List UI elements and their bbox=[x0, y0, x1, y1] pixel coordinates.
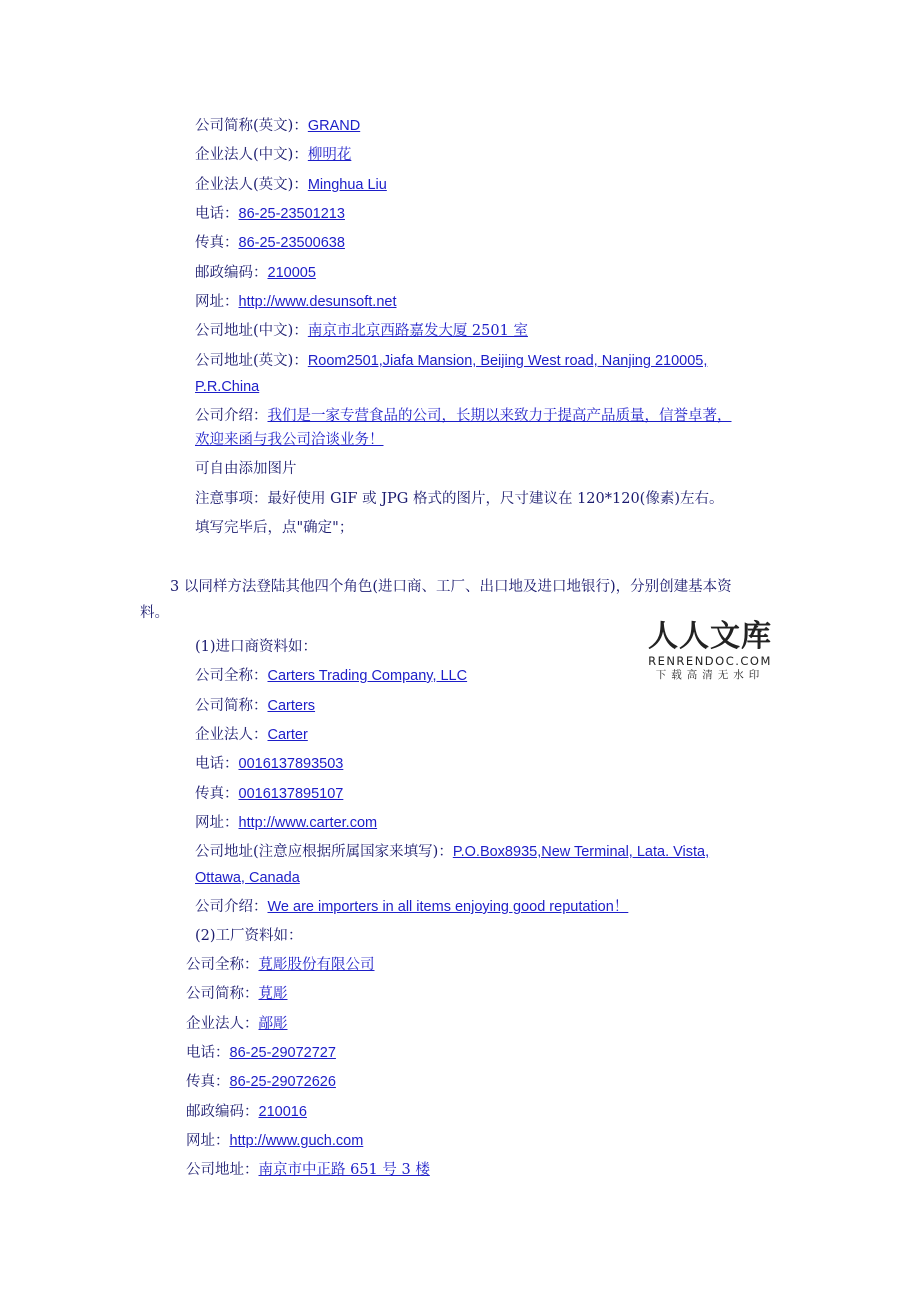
step3-line2: 料。 bbox=[140, 605, 169, 621]
field-value[interactable]: 0016137893503 bbox=[238, 756, 344, 772]
importer-intro: 公司介绍：We are importers in all items enjoying good reputation！ bbox=[195, 899, 629, 915]
field-value[interactable]: 86-25-23500638 bbox=[238, 235, 345, 251]
importer-legal-person: 企业法人：Carter bbox=[195, 727, 308, 743]
field-value[interactable]: 86-25-29072727 bbox=[229, 1045, 336, 1061]
field-value[interactable]: Carters bbox=[267, 698, 316, 714]
importer-address-cont bbox=[195, 868, 300, 888]
field-short-name-en: 公司简称(英文)：GRAND bbox=[195, 118, 361, 134]
importer-address: 公司地址(注意应根据所属国家来填写)：P.O.Box8935,New Terminal, Lata. Vista, bbox=[195, 844, 710, 860]
field-intro-cont bbox=[195, 430, 384, 450]
field-value[interactable]: 210005 bbox=[267, 265, 316, 281]
factory-fax: 传真：86-25-29072626 bbox=[186, 1074, 336, 1090]
field-intro: 公司介绍：我们是一家专营食品的公司，长期以来致力于提高产品质量，信誉卓著， bbox=[195, 408, 732, 424]
field-postcode: 邮政编码：210005 bbox=[195, 265, 316, 281]
field-legal-person-cn: 企业法人(中文)：柳明花 bbox=[195, 147, 352, 163]
field-value[interactable]: http://www.guch.com bbox=[229, 1133, 364, 1149]
note-confirm: 填写完毕后，点"确定"； bbox=[195, 520, 354, 536]
field-value[interactable]: 柳明花 bbox=[307, 147, 352, 163]
field-value[interactable]: Carters Trading Company, LLC bbox=[267, 668, 468, 684]
field-value[interactable]: P.R.China bbox=[195, 379, 260, 395]
field-value[interactable]: GRAND bbox=[307, 118, 361, 134]
field-value[interactable]: http://www.carter.com bbox=[238, 815, 378, 831]
field-value[interactable]: 我们是一家专营食品的公司，长期以来致力于提高产品质量，信誉卓著， bbox=[267, 408, 732, 424]
field-value[interactable]: Room2501,Jiafa Mansion, Beijing West road, Nanjing 210005, bbox=[307, 353, 708, 369]
field-value[interactable]: 86-25-23501213 bbox=[238, 206, 345, 222]
field-value[interactable]: We are importers in all items enjoying good reputation！ bbox=[267, 899, 629, 915]
field-website: 网址：http://www.desunsoft.net bbox=[195, 294, 397, 310]
importer-phone: 电话：0016137893503 bbox=[195, 756, 344, 772]
importer-heading: (1)进口商资料如： bbox=[195, 639, 318, 655]
importer-full-name: 公司全称：Carters Trading Company, LLC bbox=[195, 668, 468, 684]
field-value[interactable]: 210016 bbox=[258, 1104, 307, 1120]
factory-legal-person: 企业法人：鄗彫 bbox=[186, 1016, 288, 1032]
field-legal-person-en: 企业法人(英文)：Minghua Liu bbox=[195, 177, 387, 193]
field-value[interactable]: P.O.Box8935,New Terminal, Lata. Vista, bbox=[452, 844, 710, 860]
step3-line1: 3 以同样方法登陆其他四个角色(进口商、工厂、出口地及进口地银行)，分别创建基本资 bbox=[170, 579, 732, 595]
field-value[interactable]: 0016137895107 bbox=[238, 786, 344, 802]
field-phone: 电话：86-25-23501213 bbox=[195, 206, 345, 222]
factory-short-name: 公司简称：莧彫 bbox=[186, 986, 288, 1002]
factory-full-name: 公司全称：莧彫股份有限公司 bbox=[186, 957, 375, 973]
field-address-en: 公司地址(英文)：Room2501,Jiafa Mansion, Beijing West road, Nanjing 210005, bbox=[195, 353, 708, 369]
factory-postcode: 邮政编码：210016 bbox=[186, 1104, 307, 1120]
watermark-tagline: 下载高清无水印 bbox=[655, 669, 765, 681]
watermark-logo: 人人文库 bbox=[648, 619, 772, 654]
field-value[interactable]: 鄗彫 bbox=[258, 1016, 288, 1032]
field-address-en-cont bbox=[195, 377, 259, 397]
note-attention: 注意事项：最好使用 GIF 或 JPG 格式的图片，尺寸建议在 120*120(像素)左右。 bbox=[195, 491, 724, 507]
importer-short-name: 公司简称：Carters bbox=[195, 698, 316, 714]
note-add-image: 可自由添加图片 bbox=[195, 461, 297, 477]
field-value[interactable]: 莧彫 bbox=[258, 986, 288, 1002]
field-value[interactable]: 欢迎来函与我公司洽谈业务！ bbox=[195, 432, 384, 448]
importer-website: 网址：http://www.carter.com bbox=[195, 815, 378, 831]
field-value[interactable]: Minghua Liu bbox=[307, 177, 387, 193]
watermark-site: RENRENDOC.COM bbox=[648, 654, 772, 668]
factory-phone: 电话：86-25-29072727 bbox=[186, 1045, 336, 1061]
field-value[interactable]: http://www.desunsoft.net bbox=[238, 294, 397, 310]
field-value[interactable]: 南京市北京西路嘉发大厦 2501 室 bbox=[307, 323, 528, 339]
field-value[interactable]: 86-25-29072626 bbox=[229, 1074, 336, 1090]
field-value[interactable]: Carter bbox=[267, 727, 308, 743]
factory-heading: (2)工厂资料如： bbox=[195, 928, 303, 944]
watermark bbox=[648, 620, 772, 682]
field-value[interactable]: Ottawa, Canada bbox=[195, 870, 300, 886]
field-value[interactable]: 莧彫股份有限公司 bbox=[258, 957, 375, 973]
factory-address: 公司地址：南京市中正路 651 号 3 楼 bbox=[186, 1162, 430, 1178]
factory-website: 网址：http://www.guch.com bbox=[186, 1133, 364, 1149]
field-address-cn: 公司地址(中文)：南京市北京西路嘉发大厦 2501 室 bbox=[195, 323, 528, 339]
importer-fax: 传真：0016137895107 bbox=[195, 786, 344, 802]
field-fax: 传真：86-25-23500638 bbox=[195, 235, 345, 251]
field-value[interactable]: 南京市中正路 651 号 3 楼 bbox=[258, 1162, 430, 1178]
